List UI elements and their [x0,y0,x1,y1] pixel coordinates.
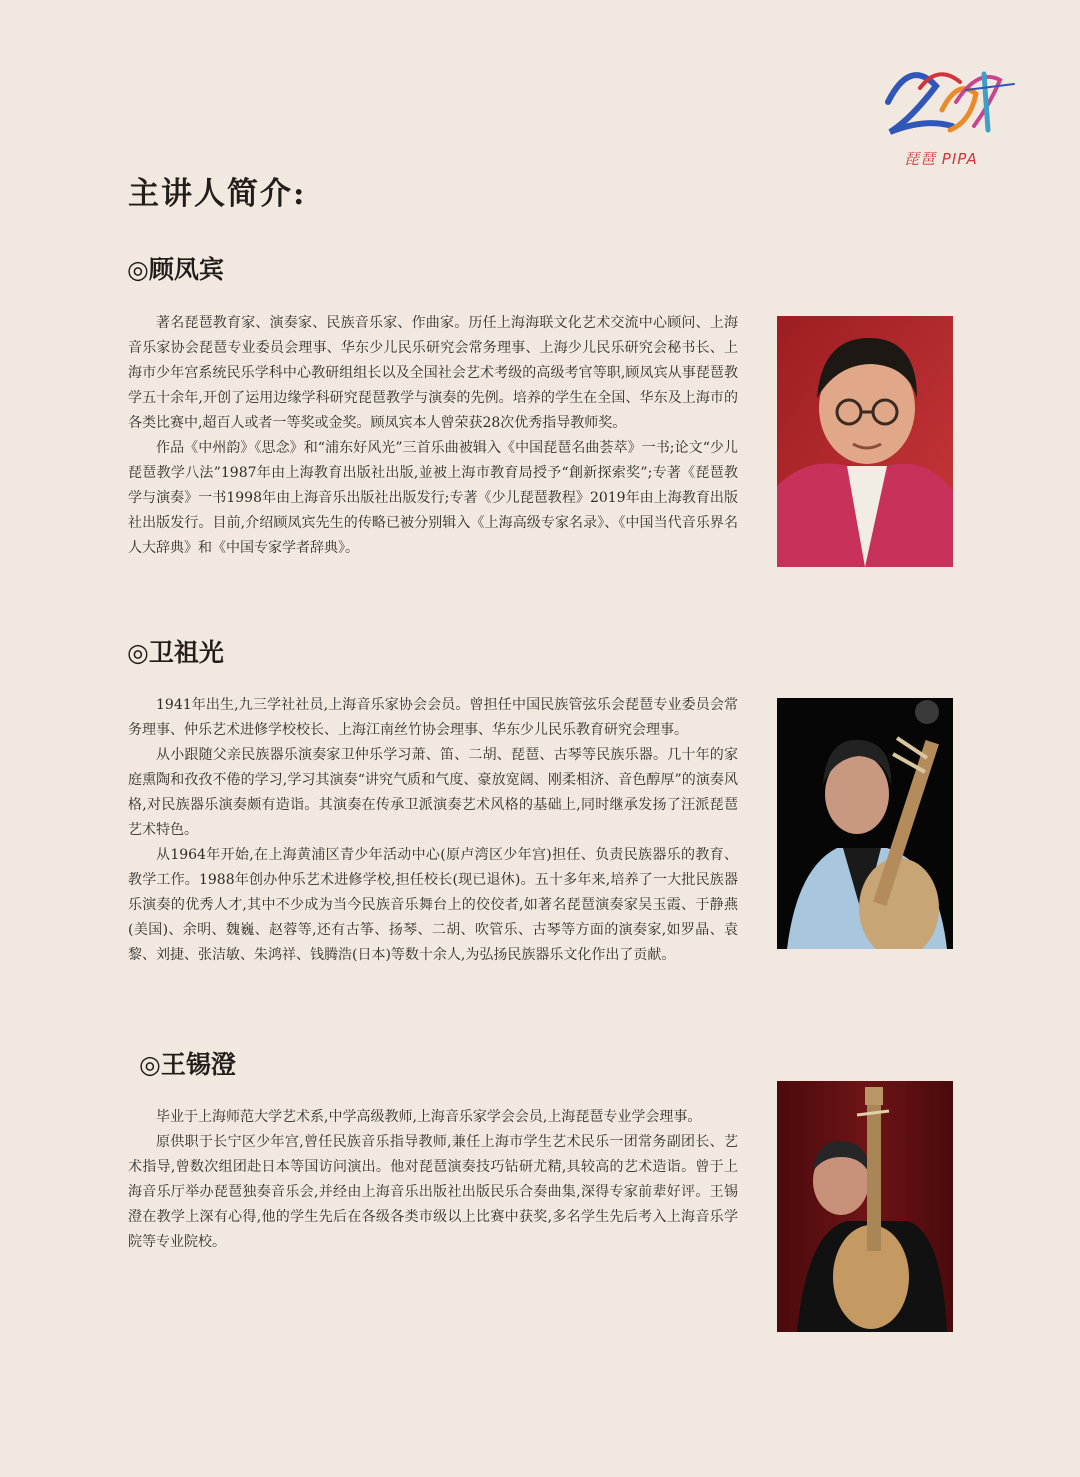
speaker-name-gu-fengbin: ◎顾凤宾 [127,255,224,284]
speaker-bio-wei-zuguang [128,693,738,968]
bio-paragraph: 从1964年开始,在上海黄浦区青少年活动中心(原卢湾区少年宫)担任、负责民族器乐的教育、教学工作。1988年创办仲乐艺术进修学校,担任校长(现已退休)。五十多年来,培养了一大批民族器乐演奏的优秀人才,其中不少成为当今民族音乐舞台上的佼佼者,如著名琵琶演奏家吴玉霞、于静燕(美国)、余明、魏巍、赵蓉等,还有古筝、扬琴、二胡、吹管乐、古琴等方面的演奏家,如罗晶、袁黎、刘捷、张洁敏、朱鸿祥、钱腾浩(日本)等数十余人,为弘扬民族器乐文化作出了贡献。 [128,847,738,963]
bio-paragraph: 1941年出生,九三学社社员,上海音乐家协会会员。曾担任中国民族管弦乐会琵琶专业委员会常务理事、仲乐艺术进修学校校长、上海江南丝竹协会理事、华东少儿民乐教育研究会理事。 [128,697,738,738]
speaker-bio-wang-xicheng [128,1105,738,1255]
speaker-photo-gu-fengbin [777,316,953,567]
bio-paragraph: 毕业于上海师范大学艺术系,中学高级教师,上海音乐家学会会员,上海琵琶专业学会理事。 [156,1109,702,1125]
page-title: 主讲人简介: [128,176,307,212]
speaker-photo-wei-zuguang [777,698,953,949]
bio-paragraph: 作品《中州韵》《思念》和“浦东好风光”三首乐曲被辑入《中国琵琶名曲荟萃》一书;论文“少儿琵琶教学八法”1987年由上海教育出版社出版,並被上海市教育局授予“創新探索奖”;专著《琵琶教学与演奏》一书1998年由上海音乐出版社出版发行;专著《少儿琵琶教程》2019年由上海教育出版社出版发行。目前,介绍顾凤宾先生的传略已被分别辑入《上海高级专家名录》、《中国当代音乐界名人大辞典》和《中国专家学者辞典》。 [128,440,738,556]
speaker-bio-gu-fengbin [128,311,738,561]
bio-paragraph: 原供职于长宁区少年宫,曾任民族音乐指导教师,兼任上海市学生艺术民乐一团常务副团长、艺术指导,曾数次组团赴日本等国访问演出。他对琵琶演奏技巧钻研尤精,具较高的艺术造诣。曾于上海音乐厅举办琵琶独奏音乐会,并经由上海音乐出版社出版民乐合奏曲集,深得专家前辈好评。王锡澄在教学上深有心得,他的学生先后在各级各类市级以上比赛中获奖,多名学生先后考入上海音乐学院等专业院校。 [128,1134,738,1250]
bio-paragraph: 从小跟随父亲民族器乐演奏家卫仲乐学习萧、笛、二胡、琵琶、古琴等民族乐器。几十年的家庭熏陶和孜孜不倦的学习,学习其演奏“讲究气质和气度、豪放宽阔、刚柔相济、音色醇厚”的演奏风格,对民族器乐演奏颇有造诣。其演奏在传承卫派演奏艺术风格的基础上,同时继承发扬了汪派琵琶艺术特色。 [128,747,738,838]
logo-caption: 琵琶 PIPA [904,150,978,168]
speaker-name-wang-xicheng: ◎王锡澄 [139,1050,236,1079]
speaker-photo-wang-xicheng [777,1081,953,1332]
speaker-name-wei-zuguang: ◎卫祖光 [127,638,224,667]
bio-paragraph: 著名琵琶教育家、演奏家、民族音乐家、作曲家。历任上海海联文化艺术交流中心顾问、上海音乐家协会琵琶专业委员会理事、华东少儿民乐研究会常务理事、上海少儿民乐研究会秘书长、上海市少年宫系统民乐学科中心教研组组长以及全国社会艺术考级的高级考官等职,顾凤宾从事琵琶教学五十余年,开创了运用边缘学科研究琵琶教学与演奏的先例。培养的学生在全国、华东及上海市的各类比赛中,超百人或者一等奖或金奖。顾凤宾本人曾荣获28次优秀指导教师奖。 [128,315,738,431]
